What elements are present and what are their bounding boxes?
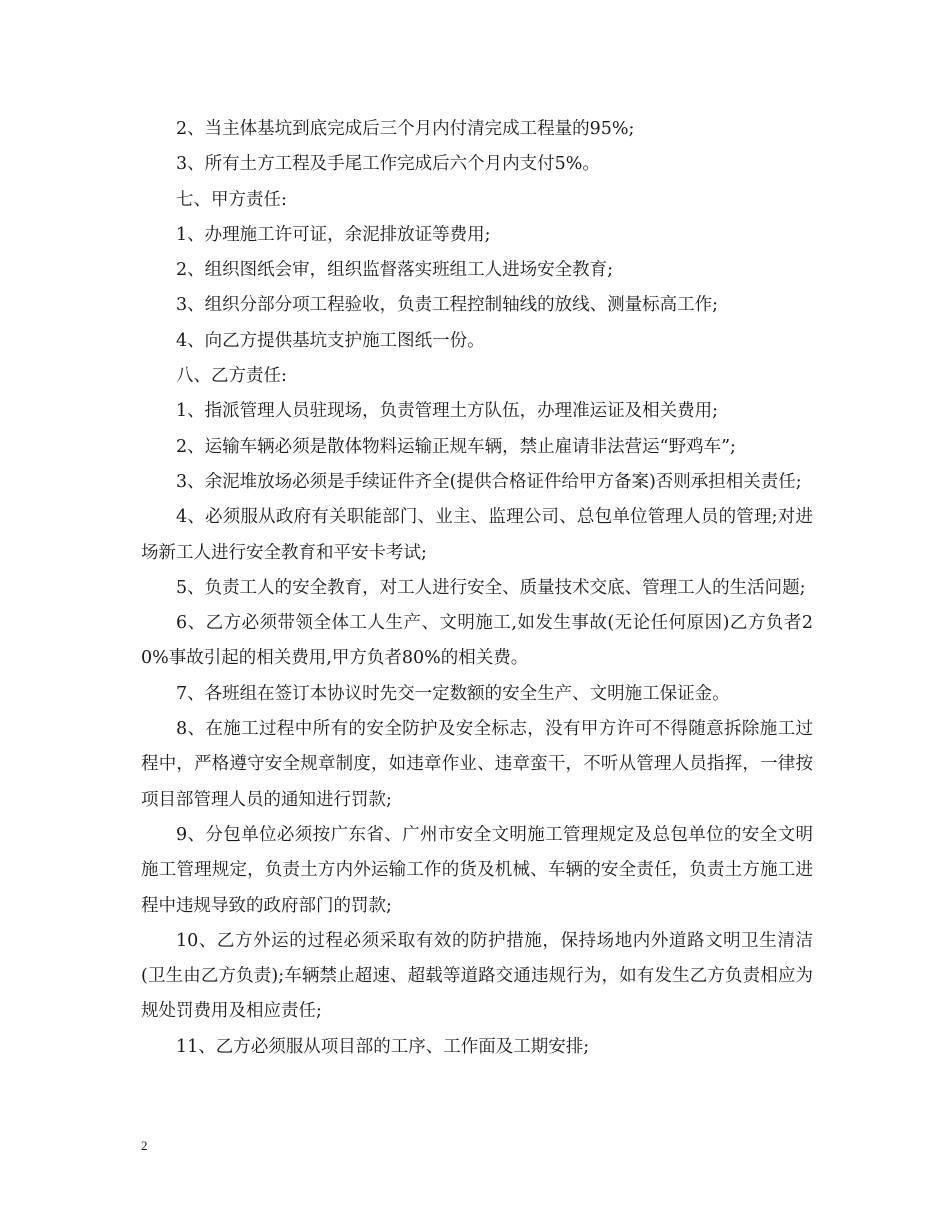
party-b-clause-5: 5、负责工人的安全教育，对工人进行安全、质量技术交底、管理工人的生活问题;	[176, 577, 806, 598]
section-heading-party-b: 八、乙方责任:	[176, 366, 287, 387]
party-b-clause-10: 10、乙方外运的过程必须采取有效的防护措施，保持场地内外道路文明卫生清洁(卫生由乙方负责);车辆禁止超速、超载等道路交通违规行为，如有发生乙方负责相应为规处罚费用及相应责任;	[141, 930, 813, 1022]
party-a-clause-4: 4、向乙方提供基坑支护施工图纸一份。	[176, 330, 485, 351]
party-b-clause-8: 8、在施工过程中所有的安全防护及安全标志，没有甲方许可不得随意拆除施工过程中，严格遵守安全规章制度，如违章作业、违章蛮干，不听从管理人员指挥，一律按项目部管理人员的通知进行罚款;	[141, 719, 813, 810]
party-b-clause-7: 7、各班组在签订本协议时先交一定数额的安全生产、文明施工保证金。	[176, 683, 730, 704]
party-b-clause-2: 2、运输车辆必须是散体物料运输正规车辆，禁止雇请非法营运“野鸡车”;	[176, 436, 736, 457]
payment-clause-3: 3、所有土方工程及手尾工作完成后六个月内支付5%。	[176, 154, 600, 175]
party-b-clause-3: 3、余泥堆放场必须是手续证件齐全(提供合格证件给甲方备案)否则承担相关责任;	[176, 471, 802, 492]
party-b-clause-11: 11、乙方必须服从项目部的工序、工作面及工期安排;	[176, 1036, 590, 1057]
page-number: 2	[141, 1138, 148, 1153]
payment-clause-2: 2、当主体基坑到底完成后三个月内付清完成工程量的95%;	[176, 119, 635, 139]
document-body	[141, 112, 813, 1065]
party-b-clause-6: 6、乙方必须带领全体工人生产、文明施工,如发生事故(无论任何原因)乙方负者20%事故引起的相关费用,甲方负者80%的相关费。	[141, 613, 813, 669]
party-a-clause-2: 2、组织图纸会审，组织监督落实班组工人进场安全教育;	[176, 260, 614, 281]
party-b-clause-9: 9、分包单位必须按广东省、广州市安全文明施工管理规定及总包单位的安全文明施工管理规定，负责土方内外运输工作的货及机械、车辆的安全责任，负责土方施工进程中违规导致的政府部门的罚款;	[141, 824, 813, 916]
party-b-clause-1: 1、指派管理人员驻现场，负责管理土方队伍，办理准运证及相关费用;	[176, 401, 719, 422]
party-a-clause-1: 1、办理施工许可证，余泥排放证等费用;	[176, 224, 491, 245]
section-heading-party-a: 七、甲方责任:	[176, 189, 287, 210]
party-b-clause-4: 4、必须服从政府有关职能部门、业主、监理公司、总包单位管理人员的管理;对进场新工人进行安全教育和平安卡考试;	[141, 507, 813, 563]
party-a-clause-3: 3、组织分部分项工程验收，负责工程控制轴线的放线、测量标高工作;	[176, 295, 719, 316]
